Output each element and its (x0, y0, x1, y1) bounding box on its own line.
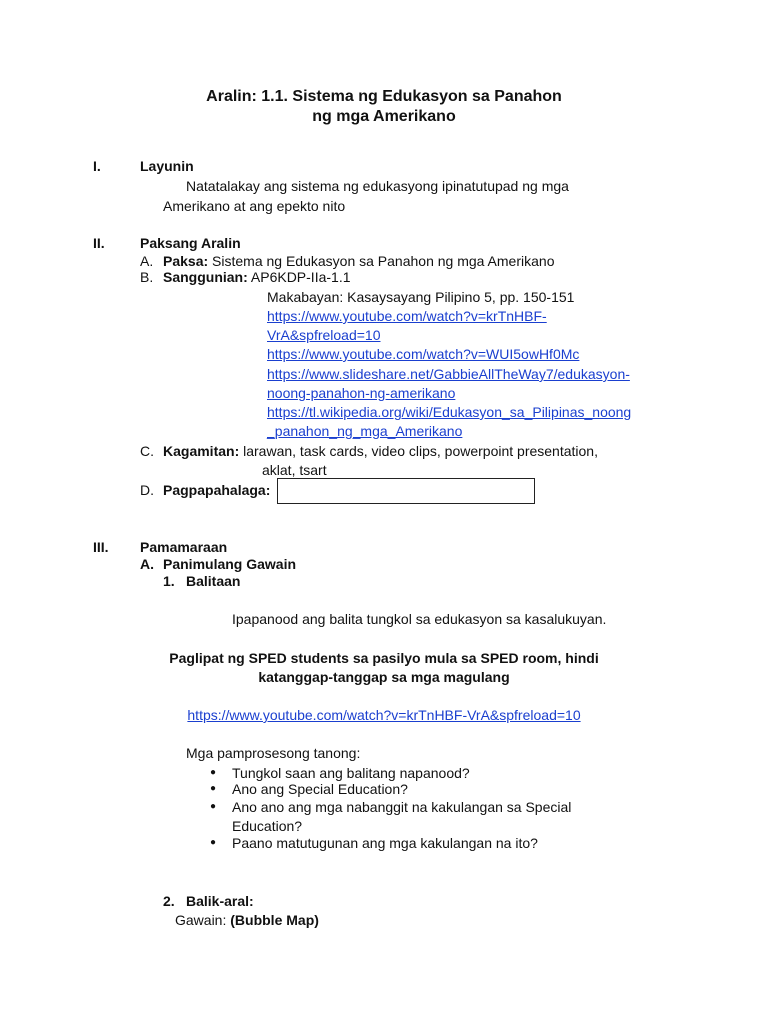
reference-link-3-line1[interactable]: https://www.slideshare.net/GabbieAllTheWay7/edukasyon- (267, 366, 630, 382)
question-3-line2: Education? (232, 818, 303, 834)
news-headline-line2: katanggap-tanggap sa mga magulang (258, 669, 510, 685)
question-4: Paano matutugunan ang mga kakulangan na ito? (232, 835, 538, 851)
reference-link-3-line2[interactable]: noong-panahon-ng-amerikano (267, 385, 456, 401)
sanggunian-line (163, 268, 351, 286)
question-2: Ano ang Special Education? (232, 781, 408, 797)
section-2-heading: Paksang Aralin (140, 235, 241, 251)
kagamitan-text: larawan, task cards, video clips, powerpoint presentation, (239, 443, 598, 459)
section-2-number: II. (93, 235, 105, 251)
section-3-number: III. (93, 539, 109, 555)
paksa-text: Sistema ng Edukasyon sa Panahon ng mga Amerikano (208, 253, 555, 269)
processing-questions-label: Mga pamprosesong tanong: (186, 745, 361, 761)
bubble-map-label: (Bubble Map) (230, 912, 319, 928)
objective-line2: Amerikano at ang epekto nito (163, 198, 346, 214)
reference-link-2[interactable]: https://www.youtube.com/watch?v=WUI5owHf0Mc (267, 346, 580, 362)
sanggunian-label: Sanggunian: (163, 269, 248, 285)
section-1-heading: Layunin (140, 158, 194, 174)
balitaan-intro: Ipapanood ang balita tungkol sa edukasyon sa kasalukuyan. (232, 611, 607, 627)
news-video-link[interactable]: https://www.youtube.com/watch?v=krTnHBF-VrA&spfreload=10 (187, 707, 581, 723)
section-1-number: I. (93, 158, 101, 174)
gawain-line (175, 911, 319, 929)
reference-link-4-line1[interactable]: https://tl.wikipedia.org/wiki/Edukasyon_sa_Pilipinas_noong (267, 404, 632, 420)
lesson-title-line2: ng mga Amerikano (312, 108, 456, 125)
objective-line1: Natatalakay ang sistema ng edukasyong ipinatutupad ng mga (186, 178, 569, 194)
paksa-label: Paksa: (163, 253, 209, 269)
bullet-icon: ● (210, 837, 217, 848)
lesson-title-line1: Aralin: 1.1. Sistema ng Edukasyon sa Panahon (206, 88, 562, 105)
kagamitan-line2: aklat, tsart (262, 462, 327, 478)
bullet-icon: ● (210, 767, 217, 778)
pagpapahalaga-label: Pagpapahalaga: (163, 482, 271, 498)
reference-link-1-line2[interactable]: VrA&spfreload=10 (267, 327, 381, 343)
item-1-number: 1. (163, 573, 175, 589)
item-b-letter: B. (140, 269, 154, 285)
question-1: Tungkol saan ang balitang napanood? (232, 765, 470, 781)
item-d-letter: D. (140, 482, 154, 498)
question-3-line1: Ano ano ang mga nabanggit na kakulangan sa Special (232, 799, 572, 815)
section-3-heading: Pamamaraan (140, 539, 228, 555)
panimulang-gawain-label: Panimulang Gawain (163, 556, 297, 572)
reference-book: Makabayan: Kasaysayang Pilipino 5, pp. 150-151 (267, 289, 575, 305)
item-a-letter: A. (140, 253, 154, 269)
bullet-icon: ● (210, 783, 217, 794)
item-2-number: 2. (163, 893, 175, 909)
item-c-letter: C. (140, 443, 154, 459)
pagpapahalaga-input-box[interactable] (277, 478, 535, 504)
kagamitan-label: Kagamitan: (163, 443, 240, 459)
balik-aral-label: Balik-aral: (186, 893, 254, 909)
bullet-icon: ● (210, 801, 217, 812)
sanggunian-code: AP6KDP-IIa-1.1 (247, 269, 351, 285)
reference-link-1-line1[interactable]: https://www.youtube.com/watch?v=krTnHBF- (267, 308, 547, 324)
item-3a-letter: A. (140, 556, 154, 572)
gawain-label: Gawain: (175, 912, 231, 928)
kagamitan-line (163, 442, 598, 460)
balitaan-label: Balitaan (186, 573, 241, 589)
reference-link-4-line2[interactable]: _panahon_ng_mga_Amerikano (267, 423, 463, 439)
news-headline-line1: Paglipat ng SPED students sa pasilyo mula sa SPED room, hindi (169, 650, 599, 666)
